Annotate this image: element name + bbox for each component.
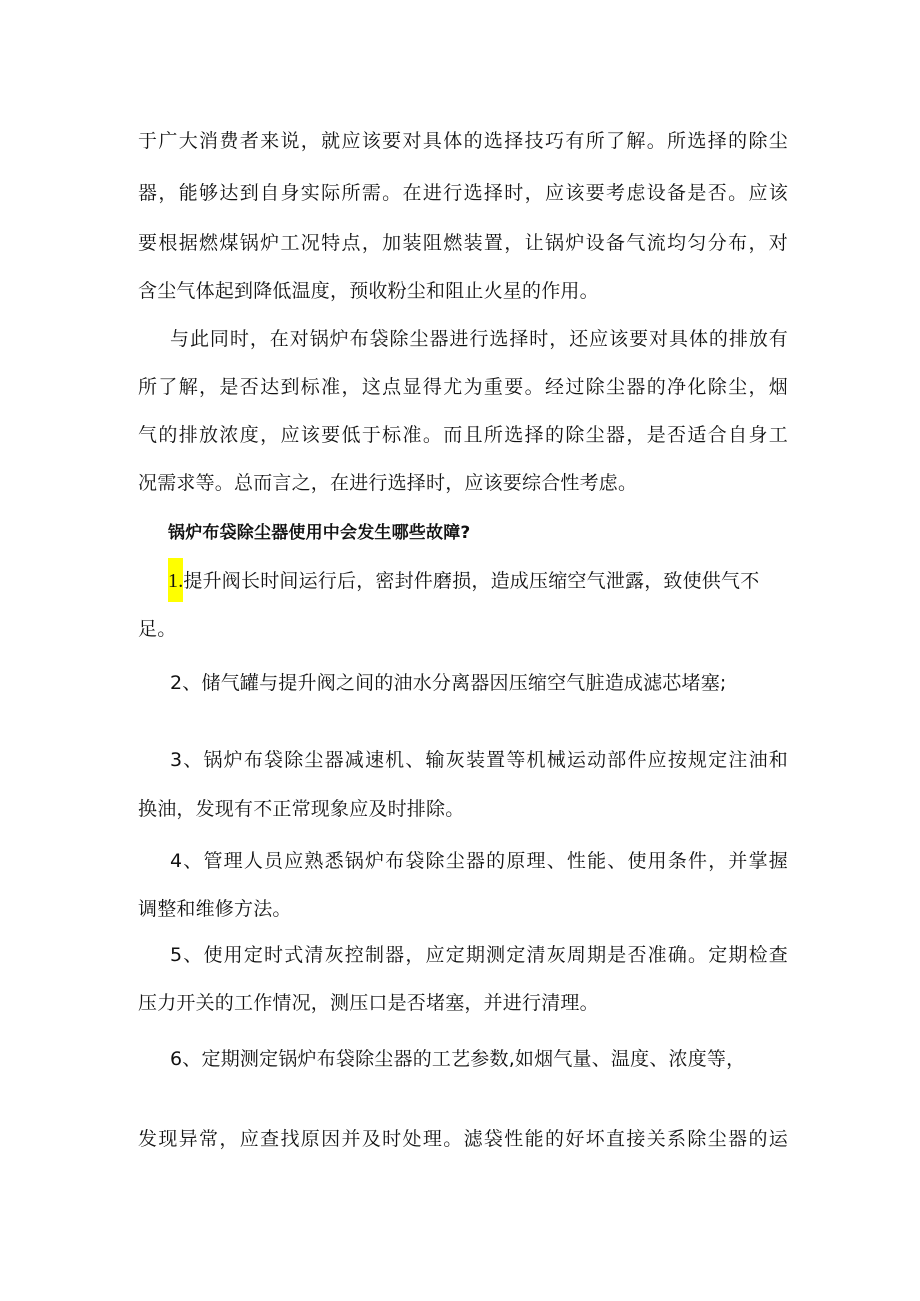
paragraph-2-line-3: 气的排放浓度，应该要低于标准。而且所选择的除尘器，是否适合自身工 [138, 424, 788, 446]
paragraph-2-line-4: 况需求等。总而言之，在进行选择时，应该要综合性考虑。 [138, 472, 638, 494]
item-5-line-1: 5、使用定时式清灰控制器，应定期测定清灰周期是否准确。定期检查 [170, 944, 788, 966]
item-1-text: 提升阀长时间运行后，密封件磨损，造成压缩空气泄露，致使供气不 [183, 570, 760, 592]
item-6-line-1: 6、定期测定锅炉布袋除尘器的工艺参数,如烟气量、温度、浓度等， [170, 1048, 746, 1070]
item-6-line-2: 发现异常，应查找原因并及时处理。滤袋性能的好坏直接关系除尘器的运 [138, 1128, 788, 1150]
paragraph-1-line-2: 器，能够达到自身实际所需。在进行选择时，应该要考虑设备是否。应该 [138, 182, 788, 204]
section-heading: 锅炉布袋除尘器使用中会发生哪些故障? [168, 523, 471, 543]
paragraph-2-line-1: 与此同时，在对锅炉布袋除尘器进行选择时，还应该要对具体的排放有 [170, 328, 788, 350]
item-4-line-2: 调整和维修方法。 [138, 898, 292, 920]
paragraph-1-line-3: 要根据燃煤锅炉工况特点，加装阻燃装置，让锅炉设备气流均匀分布，对 [138, 232, 788, 254]
paragraph-1-line-4: 含尘气体起到降低温度，预收粉尘和阻止火星的作用。 [138, 280, 599, 302]
item-5-line-2: 压力开关的工作情况，测压口是否堵塞，并进行清理。 [138, 992, 599, 1014]
item-1-line-1 [168, 568, 788, 594]
paragraph-1-line-1: 于广大消费者来说，就应该要对具体的选择技巧有所了解。所选择的除尘 [138, 130, 788, 152]
paragraph-2-line-2: 所了解，是否达到标准，这点显得尤为重要。经过除尘器的净化除尘，烟 [138, 376, 788, 398]
item-3-line-2: 换油，发现有不正常现象应及时排除。 [138, 798, 465, 820]
highlighted-marker: 1. [168, 558, 183, 602]
item-4-line-1: 4、管理人员应熟悉锅炉布袋除尘器的原理、性能、使用条件，并掌握 [170, 850, 788, 872]
item-2-line-1: 2、储气罐与提升阀之间的油水分离器因压缩空气脏造成滤芯堵塞; [170, 672, 727, 694]
item-3-line-1: 3、锅炉布袋除尘器减速机、输灰装置等机械运动部件应按规定注油和 [170, 749, 788, 771]
item-1-line-2: 足。 [138, 618, 177, 640]
